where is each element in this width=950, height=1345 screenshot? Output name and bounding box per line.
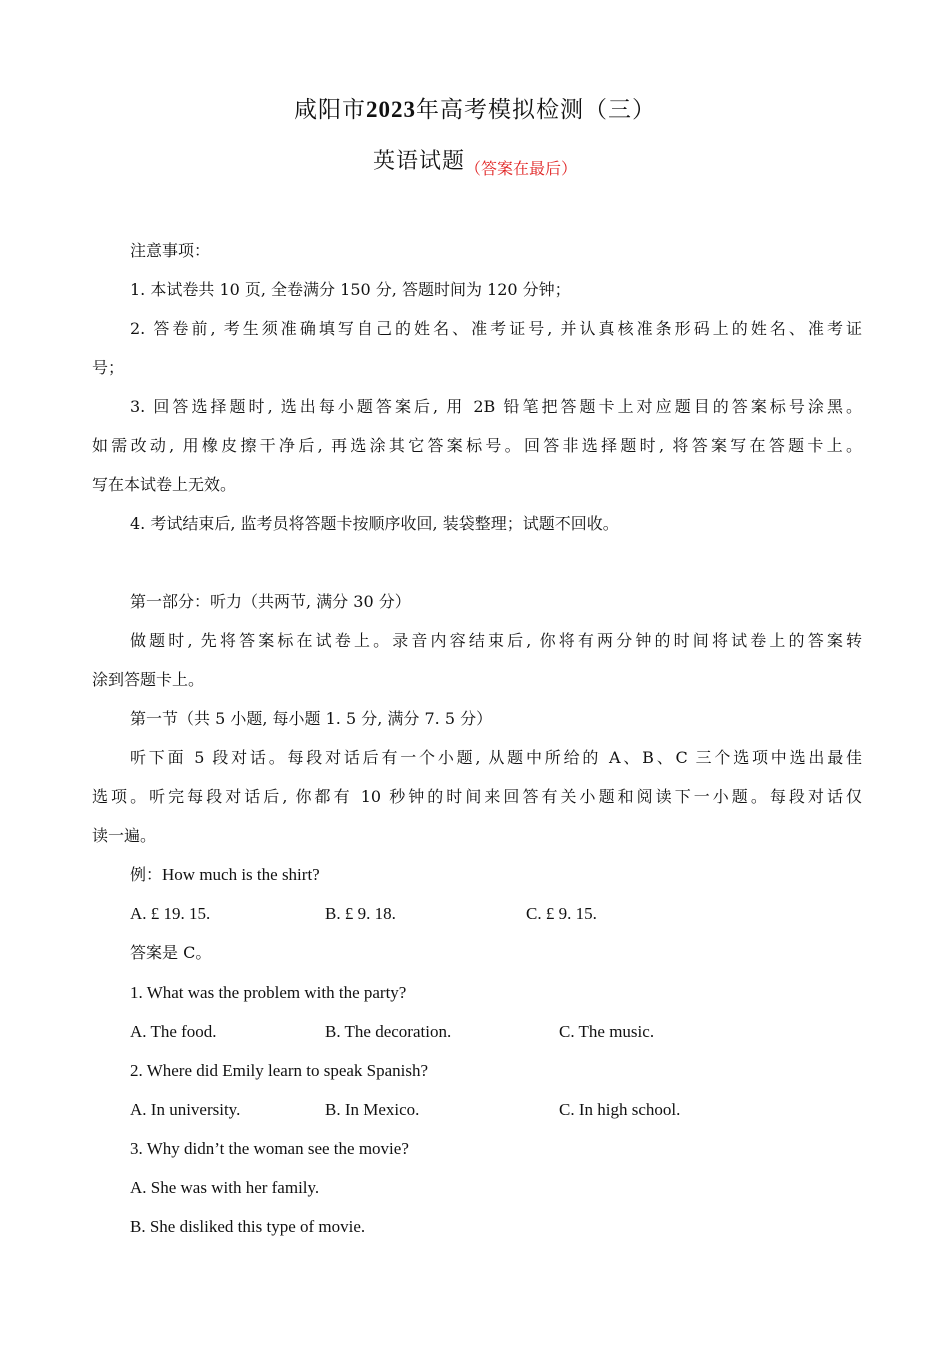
question-3-option-a: A. She was with her family. xyxy=(130,1178,320,1197)
notes-item-2-line-1: 2. 答卷前, 考生须准确填写自己的姓名、准考证号, 并认真核准条形码上的姓名、准考证 xyxy=(130,319,862,338)
example-option-a: A. £ 19. 15. xyxy=(130,904,211,923)
section1-heading: 第一节（共 5 小题, 每小题 1. 5 分, 满分 7. 5 分） xyxy=(130,709,493,728)
title-year: 2023 xyxy=(366,97,416,122)
example-prefix: 例： xyxy=(130,865,163,884)
example-option-b: B. £ 9. 18. xyxy=(325,904,396,923)
question-1-option-c: C. The music. xyxy=(559,1022,655,1041)
notes-item-3-line-3: 写在本试卷上无效。 xyxy=(92,475,237,494)
notes-heading: 注意事项： xyxy=(130,241,211,260)
question-1-option-b: B. The decoration. xyxy=(325,1022,452,1041)
part1-intro-line-2: 涂到答题卡上。 xyxy=(92,670,205,689)
example-option-c: C. £ 9. 15. xyxy=(526,904,597,923)
question-1-option-a: A. The food. xyxy=(130,1022,217,1041)
notes-item-4: 4. 考试结束后, 监考员将答题卡按顺序收回, 装袋整理；试题不回收。 xyxy=(130,514,619,533)
page-title xyxy=(0,92,950,128)
section1-line-3: 读一遍。 xyxy=(92,826,157,845)
example-question-text: How much is the shirt? xyxy=(162,865,320,884)
question-2-option-c: C. In high school. xyxy=(559,1100,681,1119)
question-3-option-b: B. She disliked this type of movie. xyxy=(130,1217,366,1236)
question-2-option-b: B. In Mexico. xyxy=(325,1100,420,1119)
subtitle-note: （答案在最后） xyxy=(465,159,578,178)
example-answer: 答案是 C。 xyxy=(130,943,212,962)
notes-item-2-line-2: 号； xyxy=(92,358,125,377)
question-1: 1. What was the problem with the party? xyxy=(130,983,407,1002)
section1-line-1: 听下面 5 段对话。每段对话后有一个小题, 从题中所给的 A、B、C 三个选项中选出最佳 xyxy=(130,748,862,767)
part1-heading: 第一部分：听力（共两节, 满分 30 分） xyxy=(130,592,411,611)
example-question xyxy=(130,864,862,886)
part1-intro-line-1: 做题时, 先将答案标在试卷上。录音内容结束后, 你将有两分钟的时间将试卷上的答案转 xyxy=(130,631,862,650)
notes-item-3-line-1: 3. 回答选择题时, 选出每小题答案后, 用 2B 铅笔把答题卡上对应题目的答案标号涂黑。 xyxy=(130,397,862,416)
subtitle-text: 英语试题 xyxy=(372,149,465,174)
question-2: 2. Where did Emily learn to speak Spanish? xyxy=(130,1061,429,1080)
section1-line-2: 选项。听完每段对话后, 你都有 10 秒钟的时间来回答有关小题和阅读下一小题。每段对话仅 xyxy=(92,787,862,806)
title-prefix: 咸阳市 xyxy=(294,97,366,123)
question-3: 3. Why didn’t the woman see the movie? xyxy=(130,1139,409,1158)
notes-item-3-line-2: 如需改动, 用橡皮擦干净后, 再选涂其它答案标号。回答非选择题时, 将答案写在答题卡上。 xyxy=(92,436,862,455)
notes-item-1: 1. 本试卷共 10 页, 全卷满分 150 分, 答题时间为 120 分钟； xyxy=(130,280,571,299)
question-2-option-a: A. In university. xyxy=(130,1100,241,1119)
title-suffix: 年高考模拟检测（三） xyxy=(416,97,656,123)
subtitle xyxy=(0,144,950,181)
